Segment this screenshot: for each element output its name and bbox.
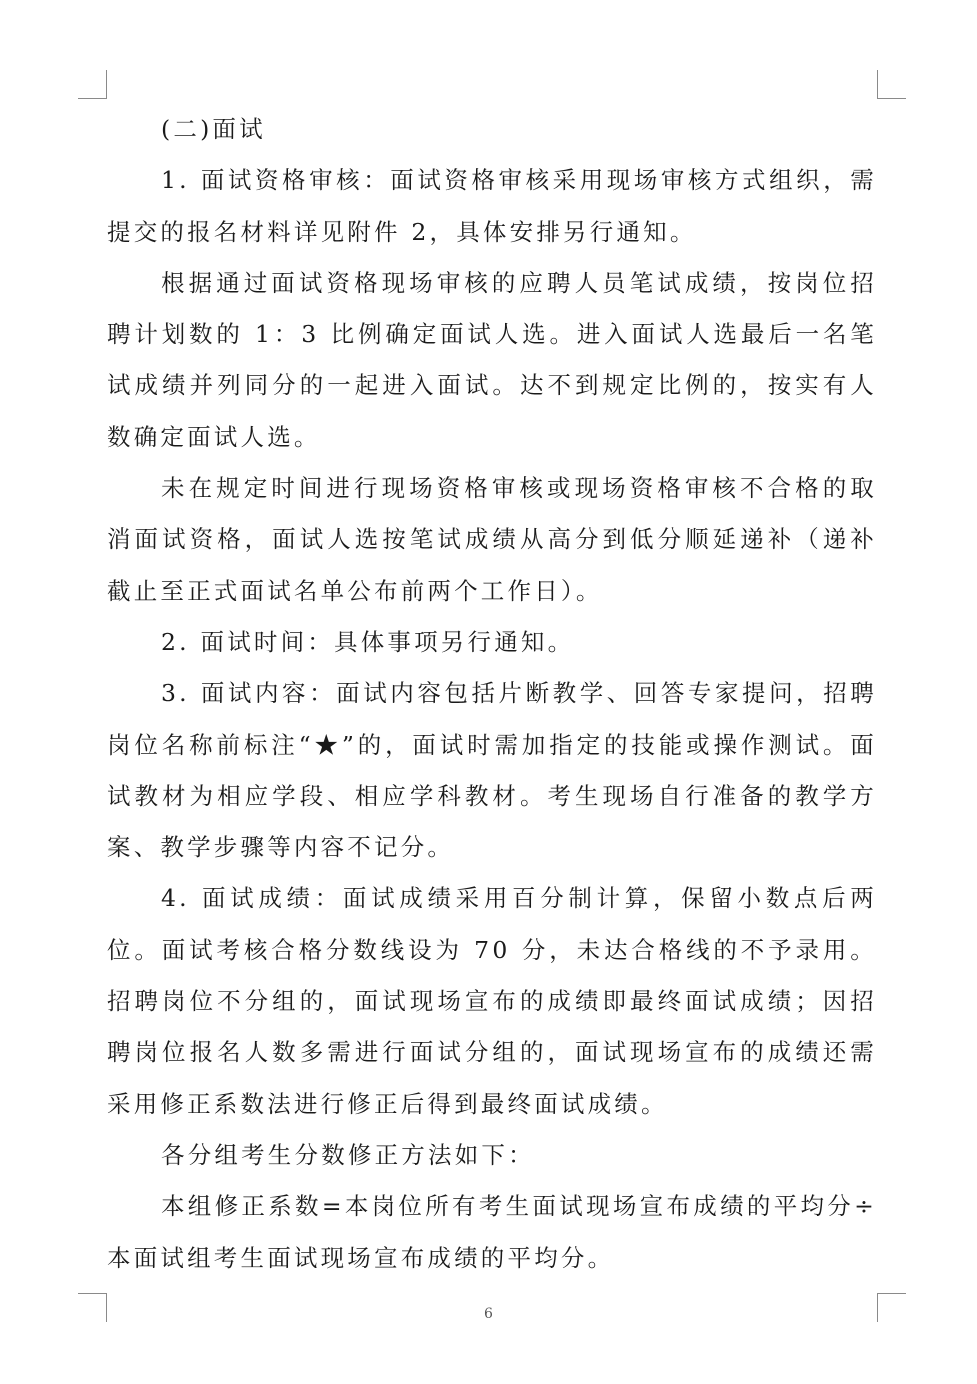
section-heading: (二)面试 [161, 115, 266, 143]
paragraph-disqualification: 未在规定时间进行现场资格审核或现场资格审核不合格的取消面试资格，面试人选按笔试成绩从高分到低分顺延递补（递补截止至正式面试名单公布前两个工作日）。 [107, 474, 877, 605]
paragraph-qualification-review: 1. 面试资格审核：面试资格审核采用现场审核方式组织，需提交的报名材料详见附件 2，具体安排另行通知。 [107, 166, 877, 246]
paragraph-correction-formula: 本组修正系数=本岗位所有考生面试现场宣布成绩的平均分÷本面试组考生面试现场宣布成绩的平均分。 [107, 1192, 877, 1272]
page-number: 6 [484, 1306, 493, 1322]
paragraph-candidate-selection: 根据通过面试资格现场审核的应聘人员笔试成绩，按岗位招聘计划数的 1：3 比例确定面试人选。进入面试人选最后一名笔试成绩并列同分的一起进入面试。达不到规定比例的，按实有人数确定面试人选。 [107, 268, 877, 451]
document-body [107, 104, 877, 1284]
paragraph-interview-content: 3. 面试内容：面试内容包括片断教学、回答专家提问，招聘岗位名称前标注“★”的，面试时需加指定的技能或操作测试。面试教材为相应学段、相应学科教材。考生现场自行准备的教学方案、教学步骤等内容不记分。 [107, 679, 877, 862]
paragraph-interview-time: 2. 面试时间：具体事项另行通知。 [161, 627, 575, 656]
crop-mark-top-right [877, 70, 906, 99]
paragraph-interview-score: 4. 面试成绩：面试成绩采用百分制计算，保留小数点后两位。面试考核合格分数线设为 70 分，未达合格线的不予录用。招聘岗位不分组的，面试现场宣布的成绩即最终面试成绩；因招聘岗位报名人数多需进行面试分组的，面试现场宣布的成绩还需采用修正系数法进行修正后得到最终面试成绩。 [107, 884, 877, 1118]
crop-mark-top-left [78, 70, 107, 99]
paragraph-correction-method: 各分组考生分数修正方法如下： [161, 1140, 535, 1169]
